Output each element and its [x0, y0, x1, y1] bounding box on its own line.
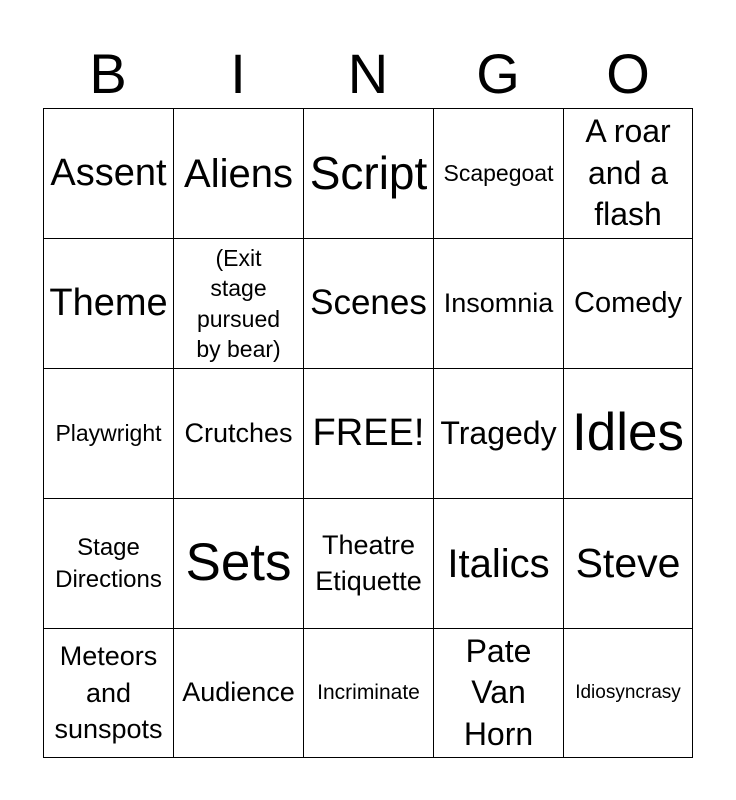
cell-text: Theme: [49, 281, 168, 324]
header-letter-n: N: [347, 42, 389, 105]
header-letter-o: O: [606, 42, 650, 105]
bingo-cell[interactable]: [303, 498, 434, 629]
bingo-board: [43, 108, 693, 758]
cell-text: Meteors and sunspots: [54, 641, 163, 745]
bingo-cell[interactable]: [563, 628, 693, 758]
cell-text: Theatre Etiquette: [315, 529, 422, 596]
cell-text: Italics: [447, 541, 550, 586]
bingo-cell[interactable]: [433, 108, 564, 239]
bingo-cell[interactable]: [173, 498, 304, 629]
cell-text: Tragedy: [440, 414, 557, 451]
cell-text: Pate Van Horn: [463, 632, 534, 752]
bingo-cell[interactable]: [563, 368, 693, 499]
cell-text: Steve: [575, 539, 681, 586]
header-letter-b: B: [89, 42, 127, 105]
bingo-header: [43, 42, 693, 106]
bingo-cell[interactable]: [433, 628, 564, 758]
cell-text: Comedy: [574, 286, 682, 319]
cell-text: Idles: [572, 403, 684, 463]
bingo-cell[interactable]: [303, 628, 434, 758]
bingo-cell[interactable]: [43, 108, 174, 239]
bingo-cell[interactable]: [43, 368, 174, 499]
cell-text: Crutches: [184, 417, 293, 448]
cell-text: Scapegoat: [443, 159, 554, 186]
bingo-cell[interactable]: [173, 368, 304, 499]
bingo-cell[interactable]: [303, 238, 434, 369]
bingo-cell[interactable]: [563, 238, 693, 369]
header-letter-i: I: [230, 42, 246, 105]
cell-text: Assent: [50, 151, 167, 194]
cell-text: FREE!: [312, 411, 425, 454]
bingo-cell[interactable]: [173, 108, 304, 239]
cell-text: Sets: [185, 533, 292, 593]
cell-text: Aliens: [184, 151, 293, 196]
cell-text: Incriminate: [317, 681, 420, 705]
cell-text: (Exit stage pursued by bear): [196, 244, 281, 362]
bingo-cell[interactable]: [173, 238, 304, 369]
bingo-cell[interactable]: [43, 628, 174, 758]
bingo-cell[interactable]: [563, 498, 693, 629]
bingo-cell[interactable]: [433, 238, 564, 369]
cell-text: Stage Directions: [55, 534, 162, 593]
bingo-cell[interactable]: [433, 498, 564, 629]
cell-text: Scenes: [310, 283, 427, 323]
cell-text: Playwright: [55, 419, 162, 446]
bingo-cell[interactable]: [433, 368, 564, 499]
cell-text: Insomnia: [443, 287, 554, 318]
cell-text: Audience: [182, 677, 295, 708]
bingo-cell[interactable]: [563, 108, 693, 239]
bingo-cell[interactable]: [303, 108, 434, 239]
bingo-cell[interactable]: [173, 628, 304, 758]
bingo-cell[interactable]: [43, 238, 174, 369]
cell-text: A roar and a flash: [585, 113, 671, 233]
cell-text: Script: [309, 147, 428, 200]
bingo-cell[interactable]: [43, 498, 174, 629]
header-letter-g: G: [476, 42, 520, 105]
cell-text: Idiosyncrasy: [575, 681, 681, 703]
bingo-cell-free[interactable]: [303, 368, 434, 499]
